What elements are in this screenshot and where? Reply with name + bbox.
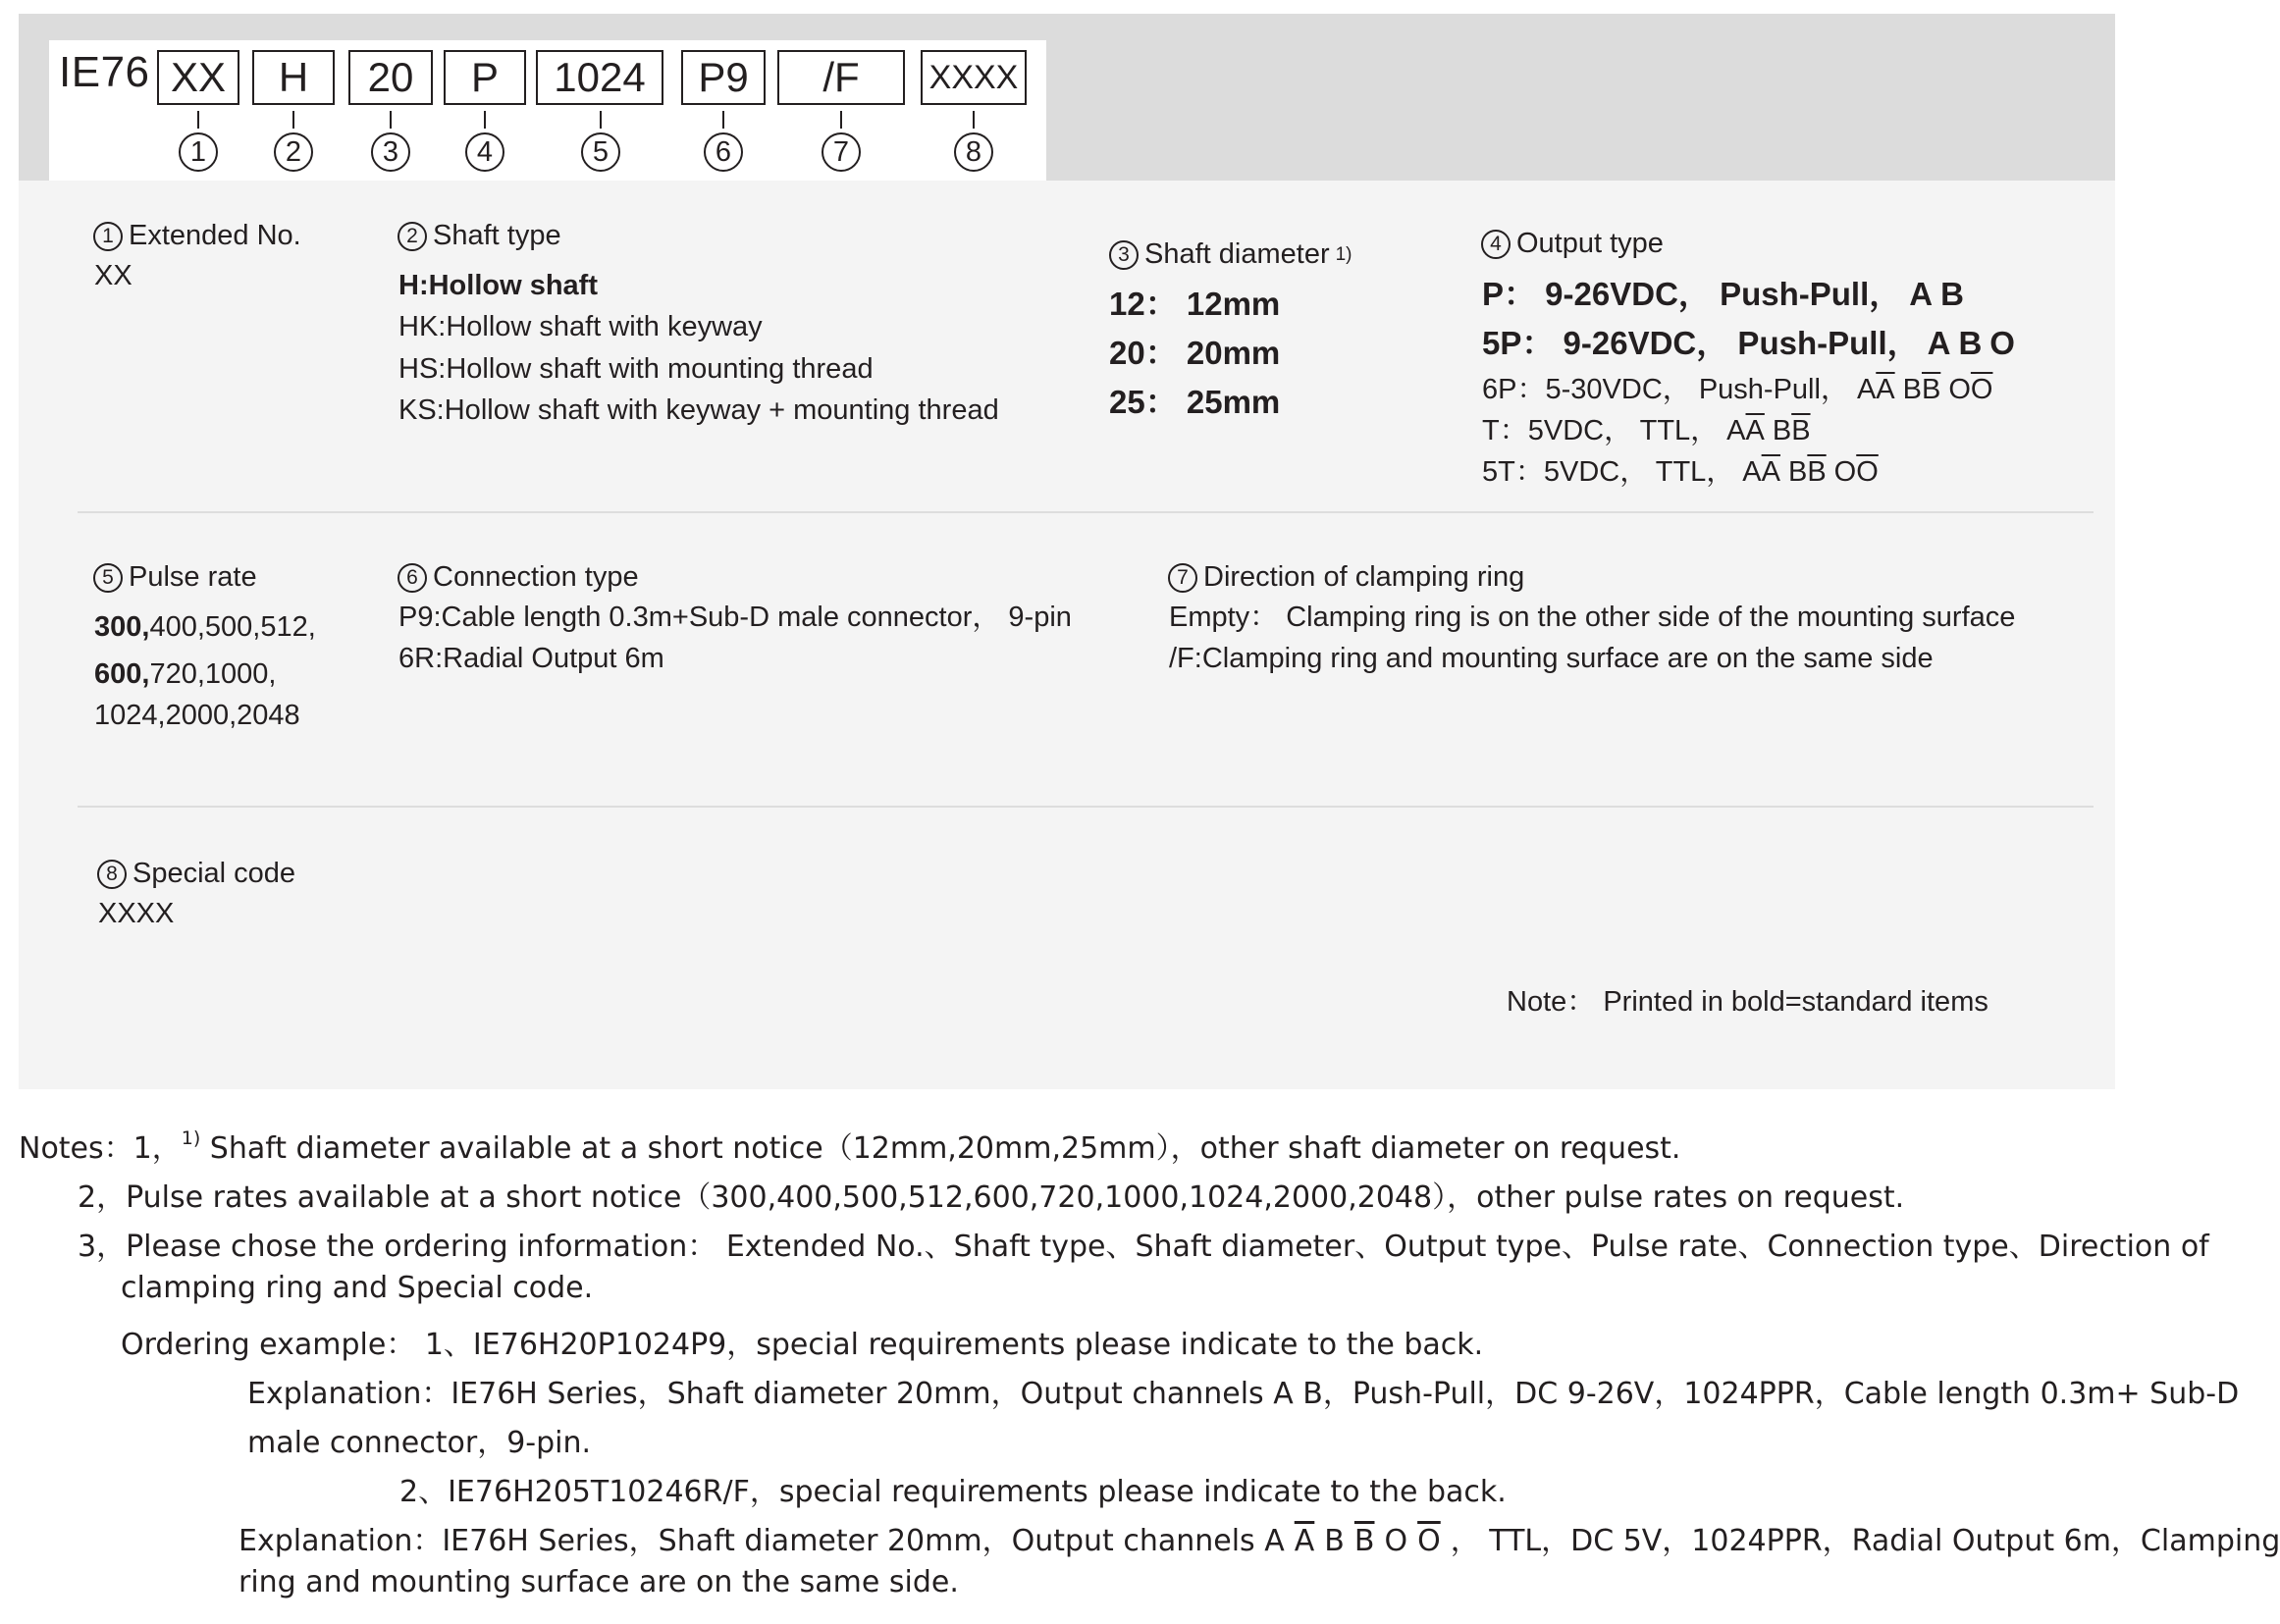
section-header-extended xyxy=(93,220,301,252)
output-channel: A xyxy=(1909,276,1934,312)
output-channel: $\overline{O}$ xyxy=(1417,1524,1441,1558)
divider xyxy=(78,806,2094,808)
section-title: Pulse rate xyxy=(129,561,257,593)
circled-number: 5 xyxy=(93,563,123,593)
circled-number: 3 xyxy=(1109,240,1139,270)
shaft-diameter-item: 20： 20mm xyxy=(1109,335,1281,371)
section-header-shaft-diameter xyxy=(1109,238,1352,271)
output-type-item xyxy=(1482,369,1992,410)
output-channel: $\overline{B}$ xyxy=(1807,456,1827,488)
code-number-7: 7 xyxy=(822,132,861,172)
output-code: 6P： xyxy=(1482,374,1546,405)
output-channel: O xyxy=(1384,1524,1408,1558)
output-spec: 9-26VDC， Push-Pull， xyxy=(1554,325,1920,361)
code-tick xyxy=(197,111,199,129)
section-title: Extended No. xyxy=(129,220,301,251)
explanation-2-tail: ， TTL，DC 5V，1024PPR，Radial Output 6m，Clamping xyxy=(1450,1524,2280,1558)
output-code: P： xyxy=(1482,276,1537,312)
connection-item: P9:Cable length 0.3m+Sub-D male connector， 9-pin xyxy=(398,602,1072,633)
note-1-text: Shaft diameter available at a short notice（12mm,20mm,25mm），other shaft diameter on request. xyxy=(200,1131,1681,1166)
code-box-special: XXXX xyxy=(921,50,1027,105)
section-title: Shaft type xyxy=(433,220,561,251)
output-type-item xyxy=(1482,319,2015,368)
pulse-values: 720,1000, xyxy=(149,658,277,690)
footnote-marker: 1) xyxy=(181,1127,201,1149)
standard-value: 300, xyxy=(94,611,150,643)
bold-legend-note: Note： Printed in bold=standard items xyxy=(1507,986,1988,1018)
code-tick xyxy=(600,111,602,129)
circled-number: 1 xyxy=(93,222,123,251)
circled-number: 6 xyxy=(398,563,427,593)
section-header-connection xyxy=(398,561,639,594)
output-channel: $\overline{A}$ xyxy=(1876,374,1895,405)
code-number-5: 5 xyxy=(581,132,620,172)
shaft-type-item: H:Hollow shaft xyxy=(398,270,598,301)
code-prefix: IE76 xyxy=(59,48,150,96)
pulse-rate-line xyxy=(94,654,276,695)
code-tick xyxy=(484,111,486,129)
code-box-output-type: P xyxy=(444,50,526,105)
standard-value: 600, xyxy=(94,658,150,690)
output-channel: $\overline{A}$ xyxy=(1761,456,1780,488)
output-channel: $\overline{O}$ xyxy=(1856,456,1879,488)
output-channel: B xyxy=(1902,374,1922,405)
output-channel: $\overline{B}$ xyxy=(1791,415,1811,446)
output-code: T： xyxy=(1482,415,1528,446)
output-channel: $\overline{A}$ xyxy=(1294,1524,1315,1558)
output-type-item xyxy=(1482,410,1811,451)
output-spec: 5-30VDC， Push-Pull， xyxy=(1545,374,1849,405)
code-number-4: 4 xyxy=(465,132,504,172)
note-1-label: Notes：1， xyxy=(19,1131,182,1166)
shaft-type-item: KS:Hollow shaft with keyway + mounting thread xyxy=(398,394,999,426)
output-channel: A xyxy=(1264,1524,1285,1558)
code-box-pulse-rate: 1024 xyxy=(536,50,663,105)
shaft-diameter-item: 12： 12mm xyxy=(1109,286,1281,322)
code-number-6: 6 xyxy=(704,132,743,172)
explanation-1-continued: male connector，9-pin. xyxy=(247,1426,592,1460)
shaft-type-item: HS:Hollow shaft with mounting thread xyxy=(398,353,874,385)
code-box-shaft-diameter: 20 xyxy=(348,50,433,105)
output-spec: 9-26VDC， Push-Pull， xyxy=(1536,276,1902,312)
circled-number: 2 xyxy=(398,222,427,251)
output-channel: B xyxy=(1958,325,1983,361)
ordering-example-1: Ordering example： 1、IE76H20P1024P9，special requirements please indicate to the back. xyxy=(121,1328,1484,1362)
code-tick xyxy=(840,111,842,129)
ordering-code-band xyxy=(19,14,2115,181)
section-title: Shaft diameter xyxy=(1144,238,1330,270)
ordering-code-diagram xyxy=(49,40,1046,183)
output-channel: B xyxy=(1324,1524,1345,1558)
code-number-2: 2 xyxy=(274,132,313,172)
code-tick xyxy=(292,111,294,129)
code-box-shaft-type: H xyxy=(252,50,335,105)
section-title: Direction of clamping ring xyxy=(1203,561,1525,593)
output-channel: B xyxy=(1940,276,1964,312)
options-panel xyxy=(19,181,2115,1089)
section-header-output-type xyxy=(1481,228,1664,260)
note-1 xyxy=(19,1124,1680,1167)
note-3-continued: clamping ring and Special code. xyxy=(121,1271,594,1305)
special-value: XXXX xyxy=(98,898,175,929)
shaft-type-item: HK:Hollow shaft with keyway xyxy=(398,311,763,342)
output-channel: $\overline{A}$ xyxy=(1745,415,1765,446)
extended-value: XX xyxy=(94,260,133,291)
pulse-rate-line: 1024,2000,2048 xyxy=(94,700,300,731)
output-channel: A xyxy=(1856,374,1877,405)
circled-number: 8 xyxy=(97,860,127,889)
output-code: 5P： xyxy=(1482,325,1555,361)
shaft-diameter-item: 25： 25mm xyxy=(1109,384,1281,420)
section-header-pulse-rate xyxy=(93,561,257,594)
output-channel: A xyxy=(1927,325,1951,361)
output-type-item xyxy=(1482,451,1879,493)
output-spec: 5VDC， TTL， xyxy=(1543,456,1735,488)
section-title: Special code xyxy=(133,858,296,889)
code-tick xyxy=(973,111,975,129)
pulse-values: 400,500,512, xyxy=(149,611,316,643)
circled-number: 7 xyxy=(1168,563,1197,593)
note-2: 2，Pulse rates available at a short notice（300,400,500,512,600,720,1000,1024,2000,2048），other pulse rates on request. xyxy=(78,1180,1905,1215)
clamping-item: Empty： Clamping ring is on the other side of the mounting surface xyxy=(1169,602,2016,633)
explanation-2-continued: ring and mounting surface are on the same side. xyxy=(239,1565,959,1599)
output-channel: B xyxy=(1772,415,1792,446)
explanation-2 xyxy=(239,1516,2280,1559)
explanation-1: Explanation：IE76H Series，Shaft diameter 20mm，Output channels A B，Push-Pull，DC 9-26V，1024PPR，Cable length 0.3m+ Sub-D xyxy=(247,1377,2240,1411)
code-tick xyxy=(390,111,392,129)
output-channel: A xyxy=(1742,456,1762,488)
note-3: 3，Please chose the ordering information： Extended No.、Shaft type、Shaft diameter、Output type、Pulse rate、Connection type、Direction of xyxy=(78,1230,2209,1264)
code-number-3: 3 xyxy=(371,132,410,172)
code-box-clamping: /F xyxy=(777,50,905,105)
ordering-example-2: 2、IE76H205T10246R/F，special requirements please indicate to the back. xyxy=(399,1475,1507,1509)
section-header-special xyxy=(97,858,295,890)
connection-item: 6R:Radial Output 6m xyxy=(398,643,664,674)
section-header-clamping xyxy=(1168,561,1524,594)
output-channel: O xyxy=(1833,456,1857,488)
section-header-shaft-type xyxy=(398,220,561,252)
output-spec: 5VDC， TTL， xyxy=(1527,415,1720,446)
circled-number: 4 xyxy=(1481,230,1511,259)
output-channel: $\overline{O}$ xyxy=(1970,374,1993,405)
footnote-marker: 1) xyxy=(1335,243,1352,265)
explanation-2-text: Explanation：IE76H Series，Shaft diameter 20mm，Output channels xyxy=(239,1524,1255,1558)
divider xyxy=(78,511,2094,513)
output-type-item xyxy=(1482,270,1964,319)
output-channel: $\overline{B}$ xyxy=(1353,1524,1375,1558)
output-channel: $\overline{B}$ xyxy=(1921,374,1941,405)
output-channel: O xyxy=(1989,325,2015,361)
section-title: Output type xyxy=(1516,228,1664,259)
code-box-extended: XX xyxy=(157,50,239,105)
clamping-item: /F:Clamping ring and mounting surface are on the same side xyxy=(1169,643,1934,674)
output-channel: A xyxy=(1726,415,1746,446)
code-number-8: 8 xyxy=(954,132,993,172)
pulse-rate-line xyxy=(94,606,316,648)
output-code: 5T： xyxy=(1482,456,1544,488)
code-number-1: 1 xyxy=(179,132,218,172)
output-channels xyxy=(1264,1524,1451,1558)
output-channel: B xyxy=(1787,456,1808,488)
section-title: Connection type xyxy=(433,561,639,593)
code-box-connection: P9 xyxy=(681,50,766,105)
output-channel: O xyxy=(1948,374,1971,405)
code-tick xyxy=(722,111,724,129)
